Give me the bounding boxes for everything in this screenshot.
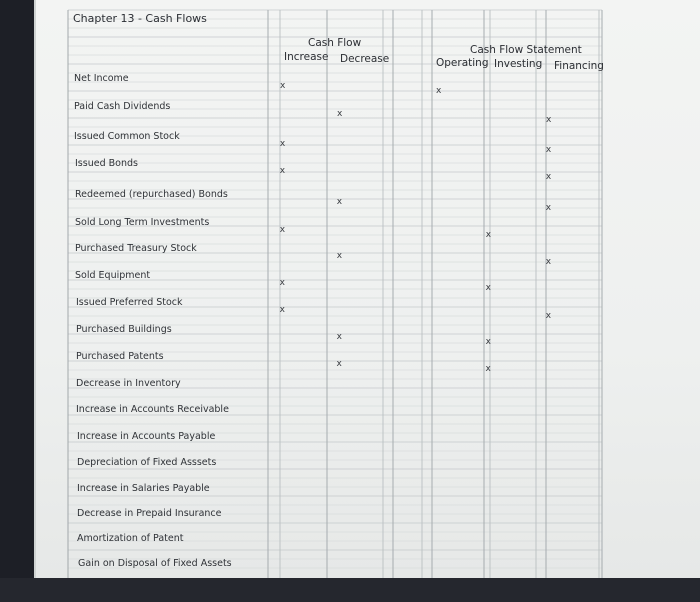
row-label: Decrease in Prepaid Insurance xyxy=(77,508,222,519)
row-label: Purchased Patents xyxy=(76,351,164,362)
mark-decrease: x xyxy=(337,109,343,119)
row-label: Issued Bonds xyxy=(75,158,138,169)
mark-investing: x xyxy=(485,364,491,374)
mark-financing: x xyxy=(545,311,552,321)
mark-financing: x xyxy=(545,145,552,155)
header-decrease: Decrease xyxy=(340,53,390,65)
row-label: Increase in Accounts Receivable xyxy=(76,404,229,415)
header-financing: Financing xyxy=(554,60,604,72)
mark-decrease: x xyxy=(336,197,343,207)
row-label: Depreciation of Fixed Asssets xyxy=(77,457,217,468)
mark-financing: x xyxy=(545,172,552,182)
mark-financing: x xyxy=(546,115,552,125)
row-label: Sold Equipment xyxy=(75,270,151,281)
header-increase: Increase xyxy=(284,51,329,63)
mark-increase: x xyxy=(279,166,286,176)
row-label: Increase in Salaries Payable xyxy=(77,483,210,494)
mark-decrease: x xyxy=(336,359,342,369)
header-cash-flow-statement: Cash Flow Statement xyxy=(470,44,582,56)
mark-financing: x xyxy=(545,257,552,267)
photo-dark-edge-left xyxy=(0,0,34,602)
mark-increase: x xyxy=(279,225,286,235)
row-label: Issued Preferred Stock xyxy=(76,297,183,308)
header-cash-flow: Cash Flow xyxy=(308,37,362,49)
mark-decrease: x xyxy=(336,251,343,261)
row-label: Redeemed (repurchased) Bonds xyxy=(75,189,228,200)
mark-investing: x xyxy=(485,230,492,240)
row-label: Paid Cash Dividends xyxy=(74,101,171,112)
mark-increase: x xyxy=(279,305,285,315)
mark-operating: x xyxy=(436,86,442,96)
photo-dark-edge-bottom xyxy=(0,578,700,602)
row-label: Gain on Disposal of Fixed Assets xyxy=(78,558,232,569)
row-label: Purchased Treasury Stock xyxy=(75,243,197,254)
mark-investing: x xyxy=(485,337,491,347)
mark-increase: x xyxy=(279,139,286,149)
row-label: Net Income xyxy=(74,73,129,84)
row-label: Increase in Accounts Payable xyxy=(77,431,216,442)
mark-increase: x xyxy=(279,278,285,288)
mark-decrease: x xyxy=(336,332,342,342)
row-label: Decrease in Inventory xyxy=(76,378,181,389)
worksheet xyxy=(34,0,700,580)
mark-investing: x xyxy=(485,283,491,293)
row-label: Issued Common Stock xyxy=(74,131,180,142)
row-label: Purchased Buildings xyxy=(76,324,172,335)
mark-financing: x xyxy=(545,203,552,213)
header-investing: Investing xyxy=(494,58,543,70)
row-label: Amortization of Patent xyxy=(77,533,184,544)
header-operating: Operating xyxy=(436,57,489,69)
worksheet-title: Chapter 13 - Cash Flows xyxy=(73,12,207,25)
row-label: Sold Long Term Investments xyxy=(75,217,210,228)
mark-increase: x xyxy=(280,81,286,91)
